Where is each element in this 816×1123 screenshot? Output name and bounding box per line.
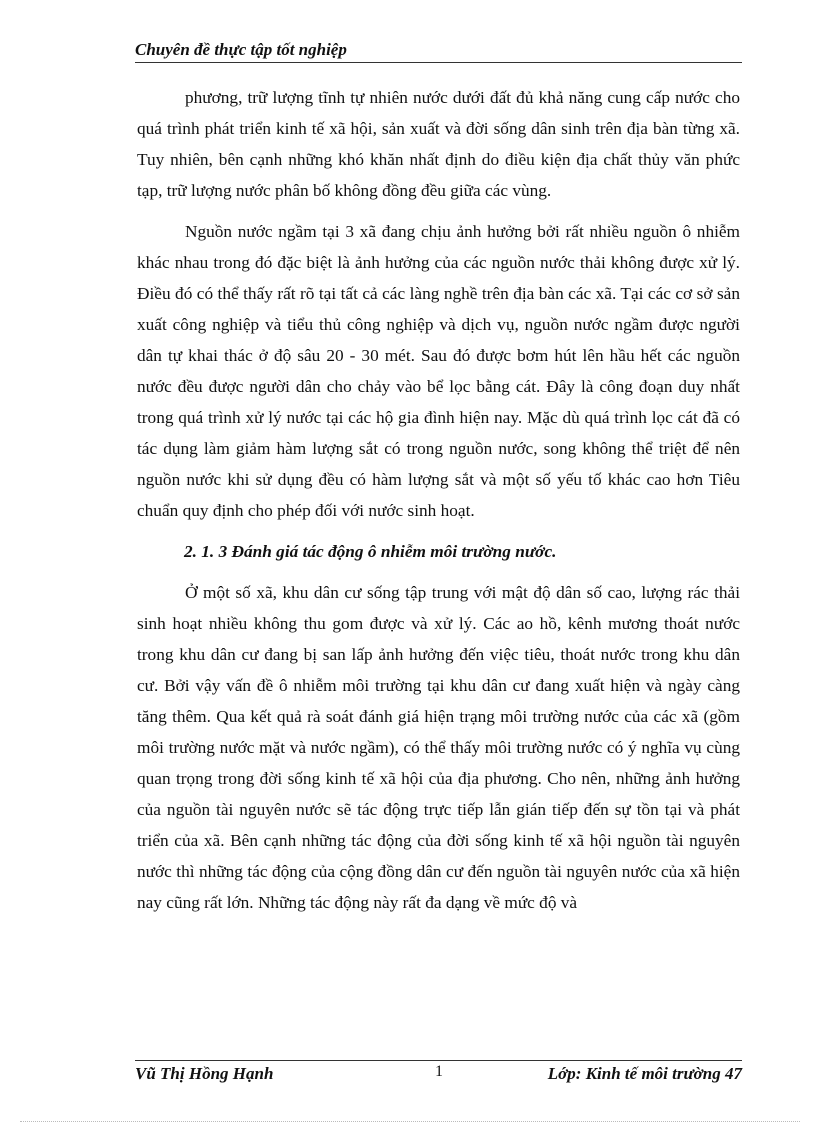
document-body (137, 82, 740, 928)
page-number: 1 (435, 1063, 443, 1080)
paragraph-1: phương, trữ lượng tĩnh tự nhiên nước dưới đất đủ khả năng cung cấp nước cho quá trình phát triển kinh tế xã hội, sản xuất và đời sống dân sinh trên địa bàn từng xã. Tuy nhiên, bên cạnh những khó khăn nhất định do điều kiện địa chất thủy văn phức tạp, trữ lượng nước phân bố không đồng đều giữa các vùng. (137, 88, 740, 200)
paragraph-2: Nguồn nước ngầm tại 3 xã đang chịu ảnh hưởng bởi rất nhiều nguồn ô nhiễm khác nhau trong đó đặc biệt là ảnh hưởng của các nguồn nước thải không được xử lý. Điều đó có thể thấy rất rõ tại tất cả các làng nghề trên địa bàn các xã. Tại các cơ sở sản xuất công nghiệp và tiểu thủ công nghiệp và dịch vụ, nguồn nước ngầm được người dân tự khai thác ở độ sâu 20 - 30 mét. Sau đó được bơm hút lên hầu hết các nguồn nước đều được người dân cho chảy vào bể lọc bằng cát. Đây là công đoạn duy nhất trong quá trình xử lý nước tại các hộ gia đình hiện nay. Mặc dù quá trình lọc cát đã có tác dụng làm giảm hàm lượng sắt có trong nguồn nước, song không thể triệt để nên nguồn nước khi sử dụng đều có hàm lượng sắt và một số yếu tố khác cao hơn Tiêu chuẩn quy định cho phép đối với nước sinh hoạt. (137, 222, 740, 520)
footer-class-info: Lớp: Kinh tế môi trường 47 (547, 1064, 742, 1083)
section-heading: 2. 1. 3 Đánh giá tác động ô nhiễm môi trường nước. (184, 542, 557, 561)
page-header (135, 38, 742, 63)
paragraph-3: Ở một số xã, khu dân cư sống tập trung với mật độ dân số cao, lượng rác thải sinh hoạt nhiều không thu gom được và xử lý. Các ao hồ, kênh mương thoát nước trong khu dân cư đang bị san lấp ảnh hưởng đến việc tiêu, thoát nước trong khu dân cư. Bởi vậy vấn đề ô nhiễm môi trường tại khu dân cư đang xuất hiện và ngày càng tăng thêm. Qua kết quả rà soát đánh giá hiện trạng môi trường nước của các xã (gồm môi trường nước mặt và nước ngầm), có thể thấy môi trường nước có ý nghĩa vụ cùng quan trọng trong đời sống kinh tế xã hội của địa phương. Cho nên, những ảnh hưởng của nguồn tài nguyên nước sẽ tác động trực tiếp lẫn gián tiếp đến sự tồn tại và phát triển của xã. Bên cạnh những tác động của đời sống kinh tế xã hội nguồn tài nguyên nước thì những tác động của cộng đồng dân cư đến nguồn tài nguyên nước của xã hiện nay cũng rất lớn. Những tác động này rất đa dạng về mức độ và (137, 583, 740, 912)
page-footer (135, 1060, 742, 1091)
header-title: Chuyên đề thực tập tốt nghiệp (135, 40, 347, 59)
page-bottom-divider (20, 1121, 800, 1122)
footer-author: Vũ Thị Hồng Hạnh (135, 1064, 274, 1083)
